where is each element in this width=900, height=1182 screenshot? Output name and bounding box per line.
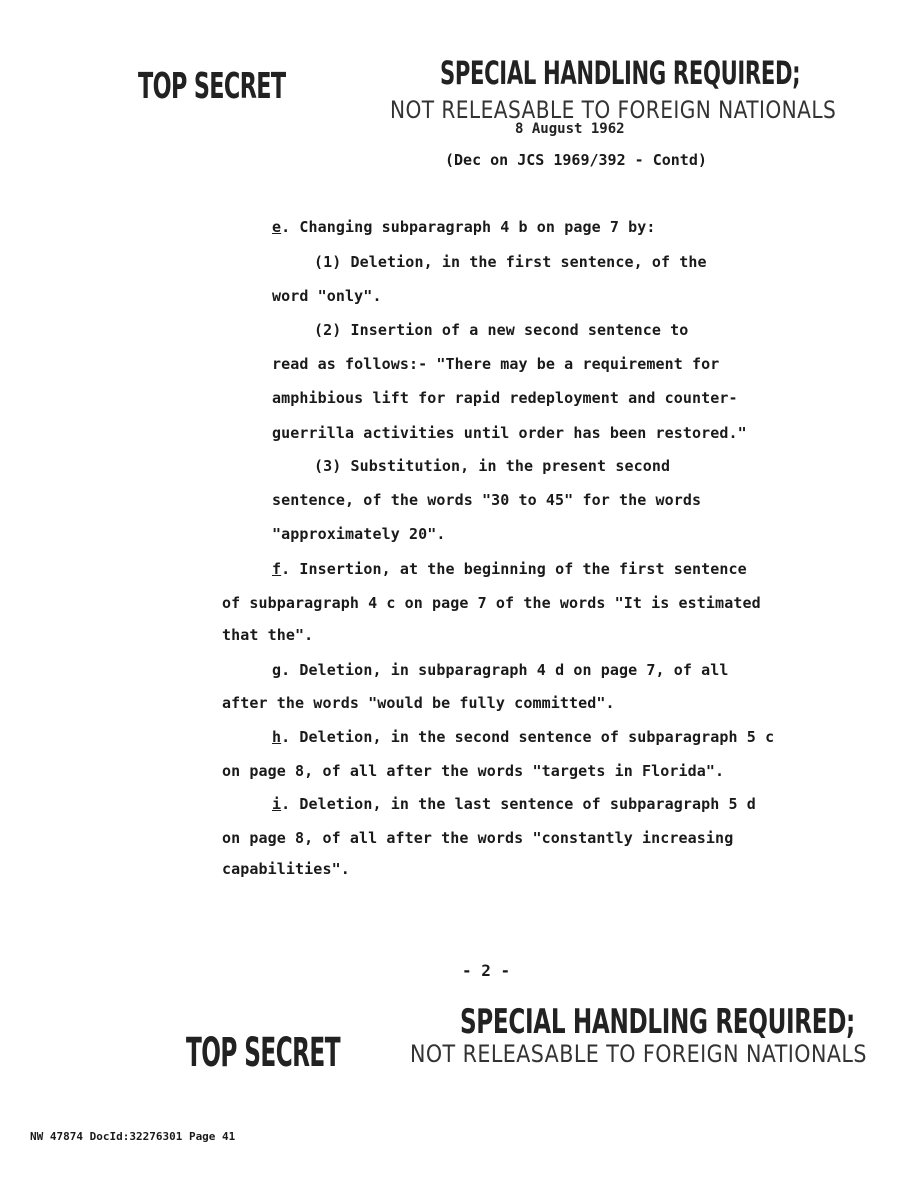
paragraph-e1: (1) Deletion, in the first sentence, of the bbox=[314, 253, 707, 271]
paragraph-e2: (2) Insertion of a new second sentence to bbox=[314, 321, 689, 339]
document-id-footer: NW 47874 DocId:32276301 Page 41 bbox=[30, 1130, 236, 1143]
paragraph-i-text: . Deletion, in the last sentence of subparagraph 5 d bbox=[281, 795, 756, 813]
paragraph-g-text: . Deletion, in subparagraph 4 d on page 7, of all bbox=[281, 661, 729, 679]
paragraph-h-label: h bbox=[272, 728, 282, 746]
not-releasable-stamp: NOT RELEASABLE TO FOREIGN NATIONALS bbox=[390, 96, 837, 124]
top-secret-stamp: TOP SECRET bbox=[138, 66, 286, 107]
paragraph-i-label: i bbox=[272, 795, 282, 813]
special-handling-stamp: SPECIAL HANDLING REQUIRED; bbox=[440, 54, 801, 92]
paragraph-e bbox=[272, 218, 656, 236]
paragraph-i-cont2: capabilities". bbox=[222, 860, 350, 878]
continuation-heading: (Dec on JCS 1969/392 - Contd) bbox=[445, 151, 707, 169]
paragraph-f-cont1: of subparagraph 4 c on page 7 of the words "It is estimated bbox=[222, 594, 761, 612]
paragraph-e3: (3) Substitution, in the present second bbox=[314, 457, 671, 475]
paragraph-h-text: . Deletion, in the second sentence of subparagraph 5 c bbox=[281, 728, 775, 746]
paragraph-e-text: . Changing subparagraph 4 b on page 7 by: bbox=[281, 218, 656, 236]
paragraph-g bbox=[272, 661, 729, 679]
paragraph-f-cont2: that the". bbox=[222, 626, 314, 644]
paragraph-f-text: . Insertion, at the beginning of the first sentence bbox=[281, 560, 747, 578]
paragraph-f bbox=[272, 560, 747, 578]
paragraph-e2-cont2: amphibious lift for rapid redeployment and counter- bbox=[272, 389, 738, 407]
paragraph-i-cont1: on page 8, of all after the words "constantly increasing bbox=[222, 829, 734, 847]
paragraph-f-label: f bbox=[272, 560, 282, 578]
paragraph-h bbox=[272, 728, 774, 746]
paragraph-e3-cont1: sentence, of the words "30 to 45" for the words bbox=[272, 491, 702, 509]
paragraph-e-label: e bbox=[272, 218, 282, 236]
paragraph-e2-cont1: read as follows:- "There may be a requirement for bbox=[272, 355, 720, 373]
paragraph-g-cont: after the words "would be fully committed". bbox=[222, 694, 615, 712]
paragraph-e2-cont3: guerrilla activities until order has been restored." bbox=[272, 424, 747, 442]
document-date: 8 August 1962 bbox=[515, 121, 625, 137]
paragraph-e1-cont: word "only". bbox=[272, 287, 382, 305]
page-number: - 2 - bbox=[462, 961, 511, 980]
paragraph-g-label: g bbox=[272, 661, 282, 679]
paragraph-e3-cont2: "approximately 20". bbox=[272, 525, 446, 543]
paragraph-i bbox=[272, 795, 756, 813]
footer-special-handling-stamp: SPECIAL HANDLING REQUIRED; bbox=[460, 1002, 855, 1042]
footer-not-releasable-stamp: NOT RELEASABLE TO FOREIGN NATIONALS bbox=[410, 1040, 867, 1068]
footer-top-secret-stamp: TOP SECRET bbox=[186, 1030, 340, 1076]
paragraph-h-cont: on page 8, of all after the words "targets in Florida". bbox=[222, 762, 725, 780]
